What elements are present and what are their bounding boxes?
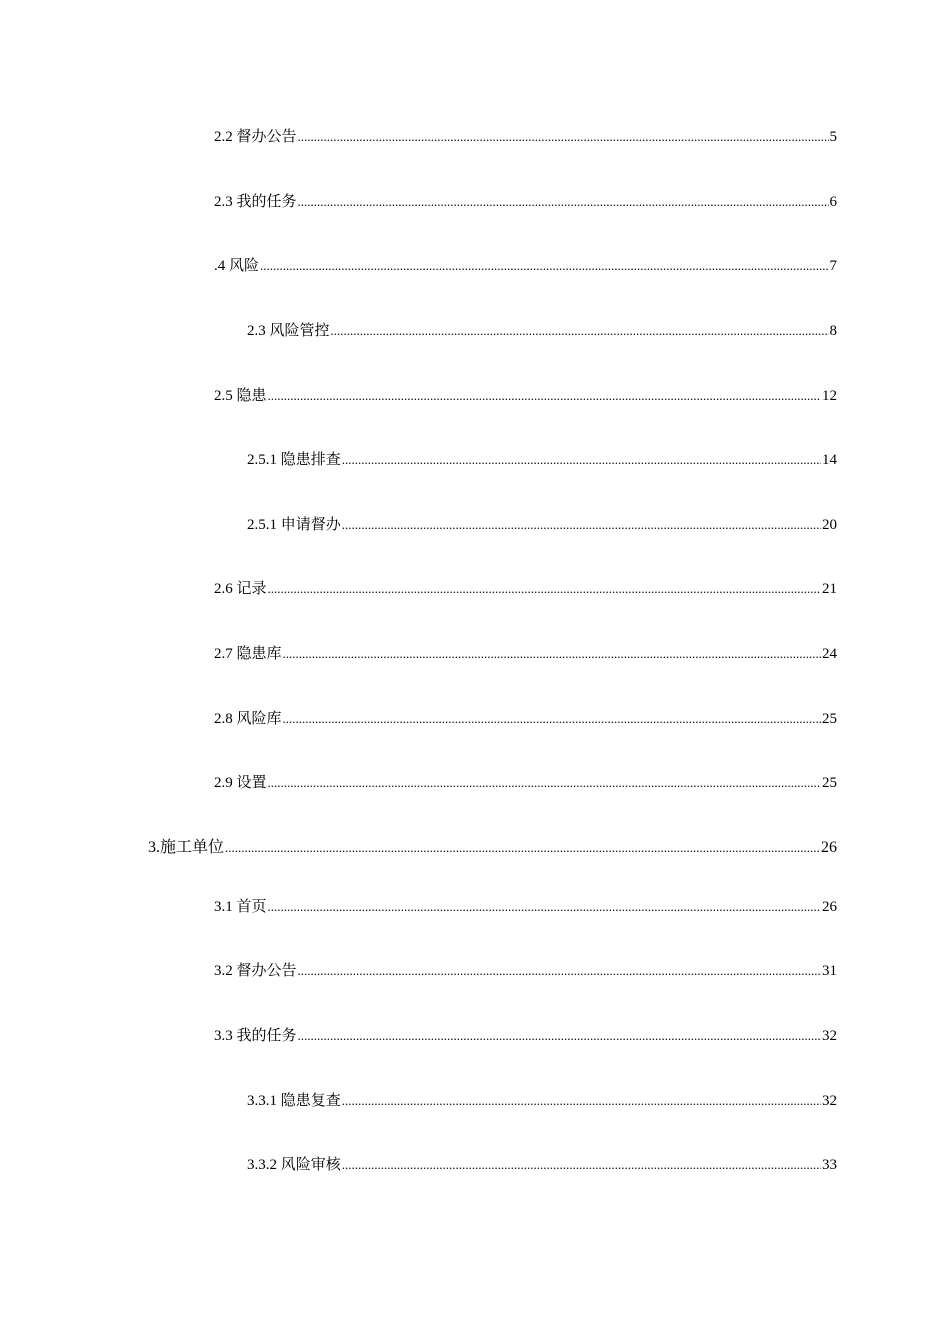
toc-entry-page: 24 bbox=[822, 646, 837, 662]
toc-entry-page: 14 bbox=[822, 452, 837, 468]
toc-entry[interactable] bbox=[214, 897, 837, 917]
toc-entry-label: .4 风险 bbox=[214, 258, 260, 274]
toc-entry-label: 3.3.1 隐患复查 bbox=[247, 1093, 341, 1109]
toc-entry-label: 2.5.1 申请督办 bbox=[247, 517, 341, 533]
toc-entry-page: 8 bbox=[829, 323, 837, 339]
toc-entry[interactable] bbox=[247, 515, 837, 535]
toc-entry-page: 7 bbox=[829, 258, 837, 274]
toc-entry-label: 3.3 我的任务 bbox=[214, 1028, 297, 1044]
toc-leader-dots bbox=[342, 450, 821, 470]
toc-leader-dots bbox=[342, 515, 821, 535]
toc-entry-label: 2.3 风险管控 bbox=[247, 323, 330, 339]
toc-leader-dots bbox=[268, 773, 821, 793]
toc-entry-page: 12 bbox=[822, 388, 837, 404]
toc-entry[interactable] bbox=[214, 192, 837, 212]
toc-entry[interactable] bbox=[214, 961, 837, 981]
toc-leader-dots bbox=[331, 321, 829, 341]
toc-leader-dots bbox=[298, 127, 829, 147]
toc-entry-page: 33 bbox=[822, 1157, 837, 1173]
toc-entry-label: 2.6 记录 bbox=[214, 581, 267, 597]
toc-leader-dots bbox=[260, 256, 828, 276]
toc-entry-label: 3.2 督办公告 bbox=[214, 963, 297, 979]
toc-entry-label: 2.9 设置 bbox=[214, 775, 267, 791]
toc-leader-dots bbox=[298, 192, 829, 212]
toc-leader-dots bbox=[298, 1026, 821, 1046]
toc-entry[interactable] bbox=[247, 1091, 837, 1111]
toc-entry-label: 2.7 隐患库 bbox=[214, 646, 282, 662]
toc-entry-label: 2.2 督办公告 bbox=[214, 129, 297, 145]
toc-entry-label: 3.3.2 风险审核 bbox=[247, 1157, 341, 1173]
toc-entry[interactable] bbox=[214, 579, 837, 599]
toc-entry-page: 32 bbox=[822, 1028, 837, 1044]
toc-entry-page: 25 bbox=[822, 775, 837, 791]
toc-entry-label: 2.5.1 隐患排查 bbox=[247, 452, 341, 468]
toc-leader-dots bbox=[268, 897, 821, 917]
toc-entry-label: 3.1 首页 bbox=[214, 899, 267, 915]
toc-entry[interactable] bbox=[214, 644, 837, 664]
toc-entry[interactable] bbox=[214, 1026, 837, 1046]
toc-leader-dots bbox=[283, 709, 821, 729]
toc-entry-page: 32 bbox=[822, 1093, 837, 1109]
toc-entry[interactable] bbox=[247, 1155, 837, 1175]
toc-entry-page: 31 bbox=[822, 963, 837, 979]
toc-leader-dots bbox=[225, 838, 820, 858]
toc-leader-dots bbox=[283, 644, 821, 664]
toc-leader-dots bbox=[342, 1091, 821, 1111]
toc-entry[interactable] bbox=[214, 773, 837, 793]
toc-entry-page: 5 bbox=[829, 129, 837, 145]
toc-leader-dots bbox=[268, 386, 821, 406]
toc-entry-page: 25 bbox=[822, 711, 837, 727]
toc-entry[interactable] bbox=[247, 321, 837, 341]
toc-leader-dots bbox=[268, 579, 821, 599]
toc-entry-label: 2.5 隐患 bbox=[214, 388, 267, 404]
toc-entry-page: 20 bbox=[822, 517, 837, 533]
toc-entry[interactable] bbox=[214, 256, 837, 276]
toc-entry-page: 26 bbox=[822, 899, 837, 915]
toc-entry[interactable] bbox=[214, 709, 837, 729]
toc-entry-label: 3.施工单位 bbox=[148, 839, 225, 856]
toc-entry[interactable] bbox=[214, 386, 837, 406]
toc-entry-label: 2.8 风险库 bbox=[214, 711, 282, 727]
toc-entry[interactable] bbox=[148, 838, 837, 858]
toc-leader-dots bbox=[342, 1155, 821, 1175]
toc-entry-label: 2.3 我的任务 bbox=[214, 194, 297, 210]
toc-entry[interactable] bbox=[247, 450, 837, 470]
toc-entry-page: 6 bbox=[829, 194, 837, 210]
toc-entry-page: 26 bbox=[821, 839, 837, 856]
toc-entry[interactable] bbox=[214, 127, 837, 147]
toc-leader-dots bbox=[298, 961, 821, 981]
toc-entry-page: 21 bbox=[822, 581, 837, 597]
